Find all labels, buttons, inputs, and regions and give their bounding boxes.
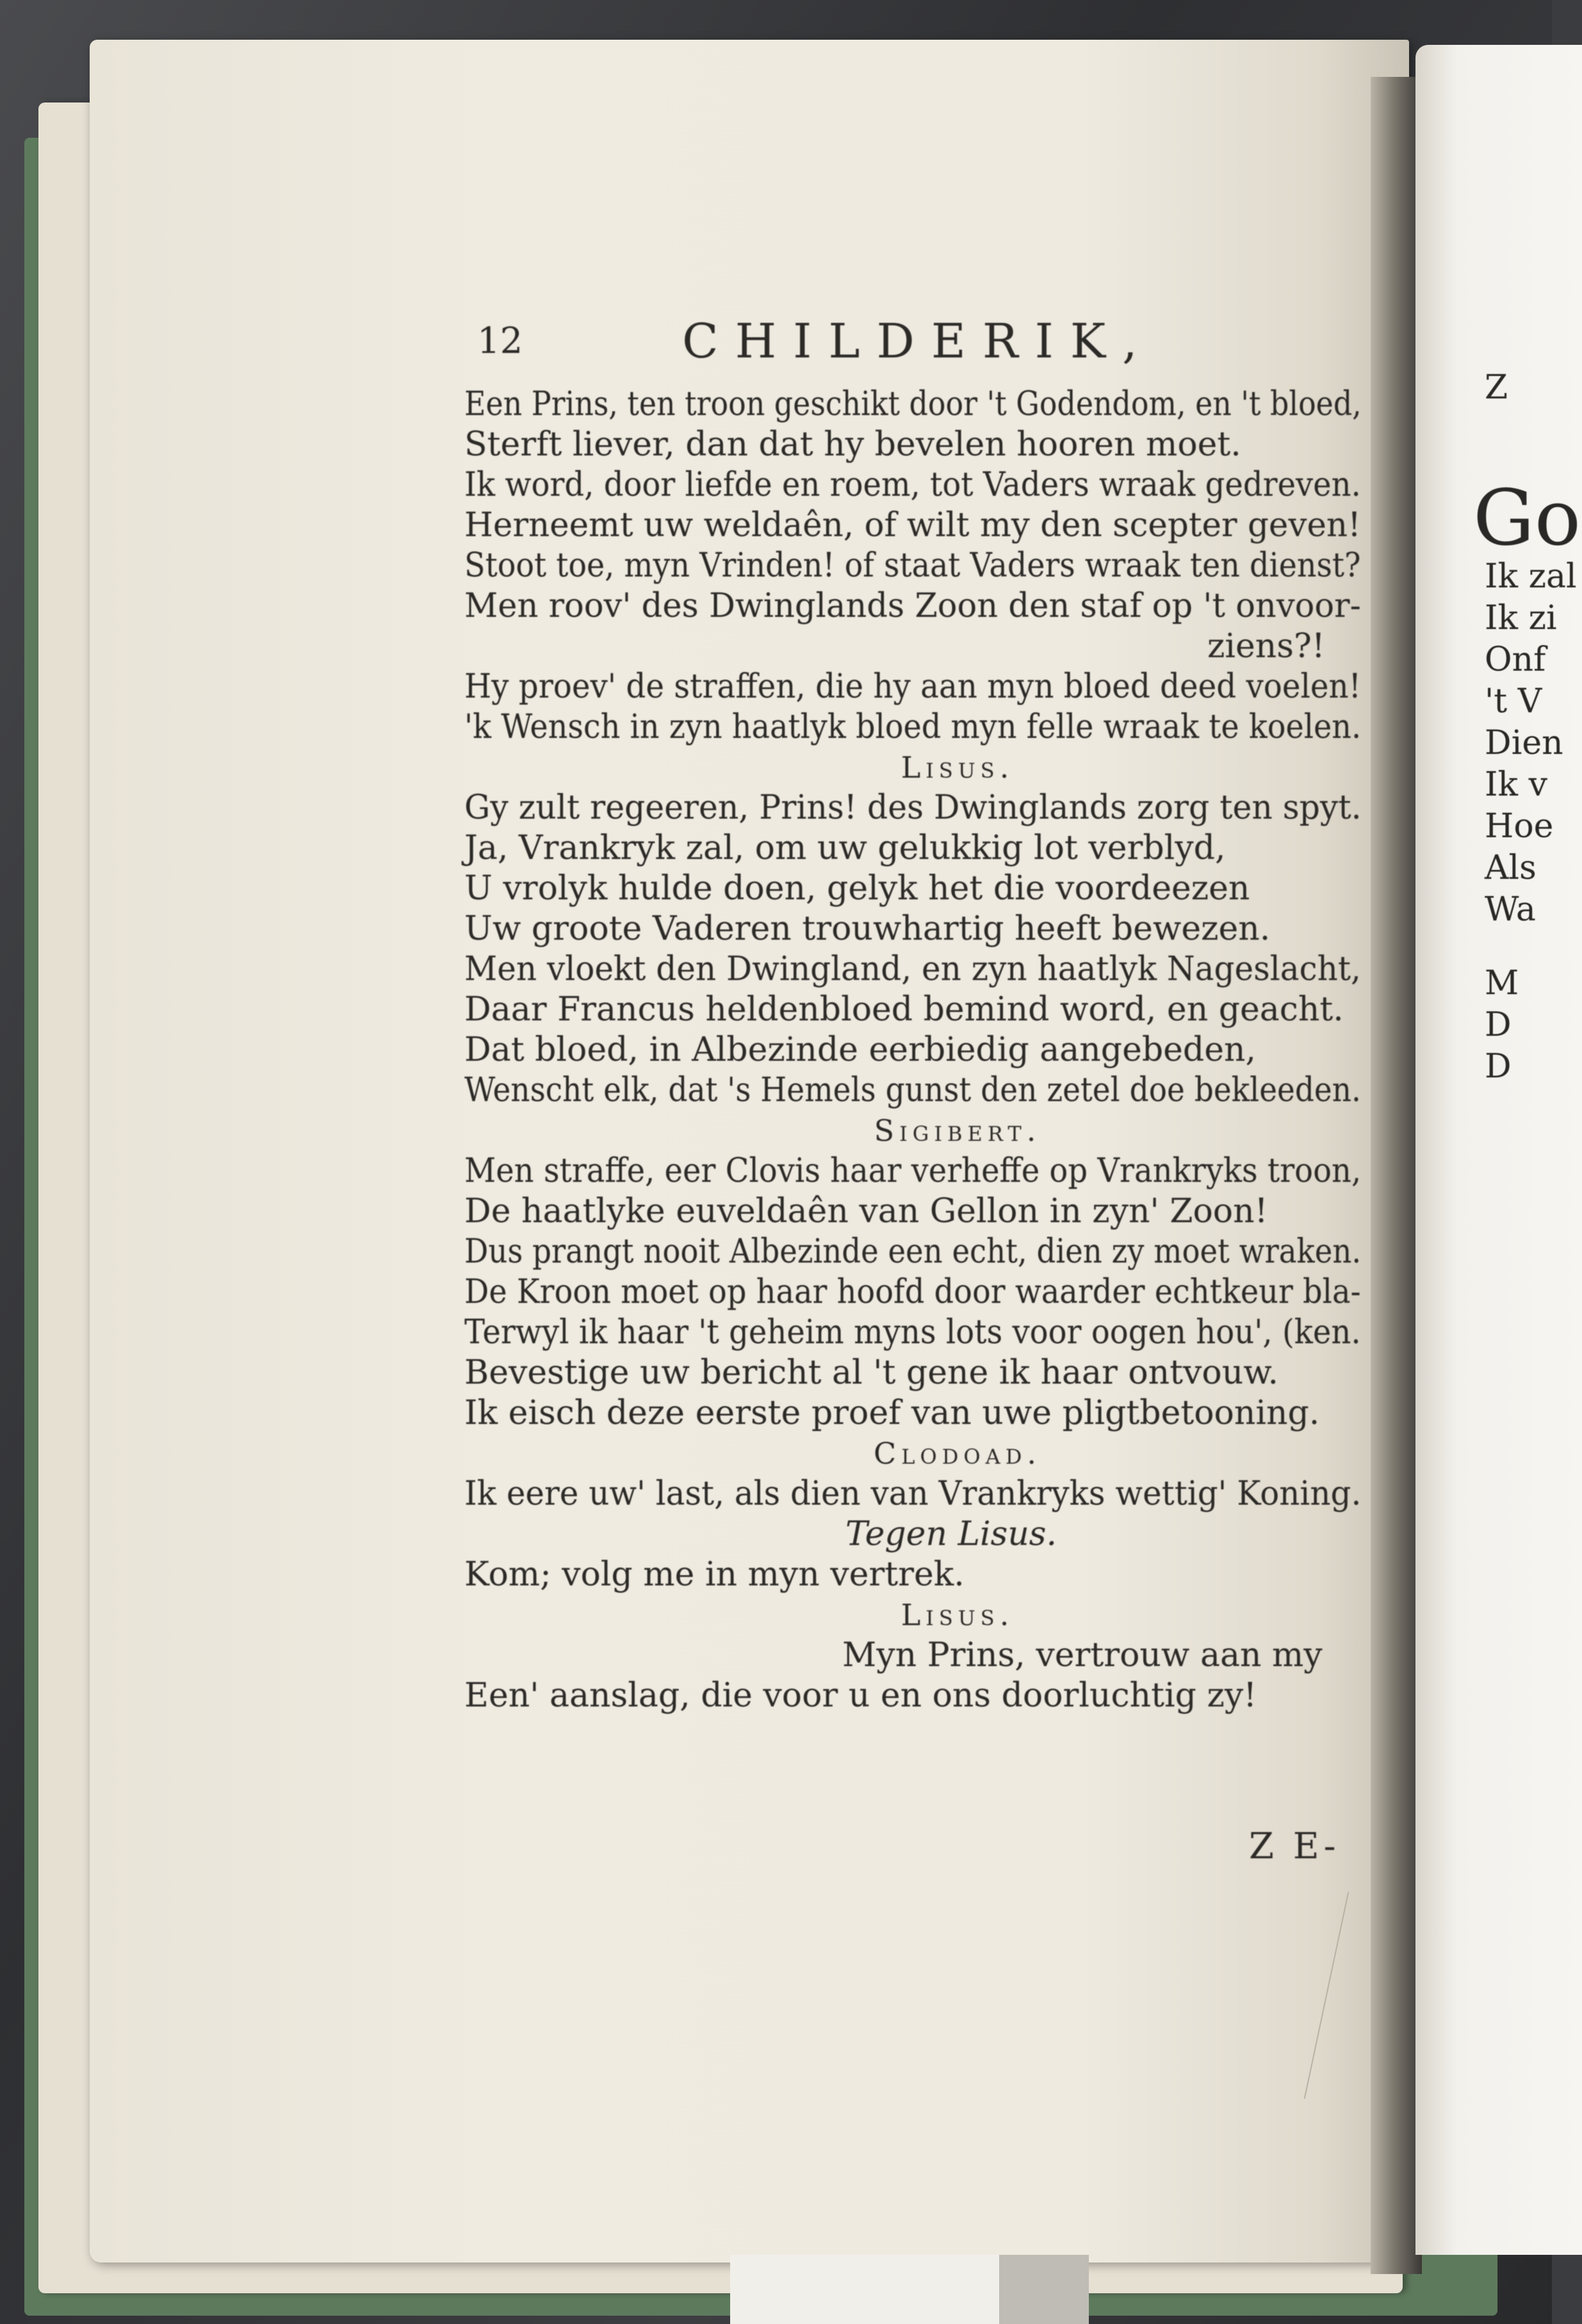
verse-line: De Kroon moet op haar hoofd door waarder echtkeur bla- (464, 1273, 1361, 1311)
facing-line: Onf (1485, 641, 1546, 679)
speaker-name: Sigibert. (874, 1113, 1041, 1148)
facing-line: D (1485, 1047, 1512, 1086)
verse-line: De haatlyke euveldaên van Gellon in zyn' Zoon! (464, 1192, 1268, 1231)
verse-line: Men roov' des Dwinglands Zoon den staf op 't onvoor- (464, 587, 1361, 625)
speaker-name: Clodoad. (874, 1436, 1041, 1471)
bottom-edge-patch (999, 2255, 1089, 2324)
verse-line: Terwyl ik haar 't geheim myns lots voor oogen hou', (ken. (464, 1313, 1361, 1352)
verse-turnover: ziens?! (1207, 627, 1325, 666)
verse-line: Men straffe, eer Clovis haar verheffe op Vrankryks troon, (464, 1152, 1362, 1190)
page-number: 12 (477, 320, 523, 362)
catchword: Z E- (1249, 1826, 1340, 1867)
verse-line: Herneemt uw weldaên, of wilt my den scepter geven! (464, 506, 1361, 544)
verse-line: Ik eisch deze eerste proef van uwe pligtbetooning. (464, 1394, 1320, 1432)
facing-line: Dien (1485, 724, 1563, 762)
facing-page-header: Z (1485, 368, 1508, 407)
facing-line: D (1485, 1006, 1512, 1044)
verse-line: Een Prins, ten troon geschikt door 't Godendom, en 't bloed, (464, 385, 1362, 423)
verse-line: Hy proev' de straffen, die hy aan myn bloed deed voelen! (464, 667, 1362, 706)
verse-line: Ik eere uw' last, als dien van Vrankryks wettig' Koning. (464, 1475, 1362, 1513)
verse-line: Men vloekt den Dwingland, en zyn haatlyk Nageslacht, (464, 950, 1361, 988)
verse-line: Daar Francus heldenbloed bemind word, en geacht. (464, 990, 1344, 1029)
facing-line: Hoe (1485, 807, 1554, 846)
facing-line: M (1485, 964, 1519, 1002)
facing-page-initial: Go (1473, 474, 1581, 563)
verse-line: Sterft liever, dan dat hy bevelen hooren moet. (464, 425, 1241, 464)
verse-line: Dat bloed, in Albezinde eerbiedig aangebeden, (464, 1031, 1256, 1069)
verse-line: 'k Wensch in zyn haatlyk bloed myn felle wraak te koelen. (464, 708, 1362, 746)
facing-line: Ik zal (1485, 557, 1577, 596)
facing-line: 't V (1485, 682, 1542, 721)
verse-line: U vrolyk hulde doen, gelyk het die voordeezen (464, 869, 1250, 908)
verse-line: Dus prangt nooit Albezinde een echt, dien zy moet wraken. (464, 1232, 1362, 1271)
verse-line: Myn Prins, vertrouw aan my (842, 1636, 1323, 1674)
verse-line: Gy zult regeeren, Prins! des Dwinglands zorg ten spyt. (464, 789, 1362, 827)
verse-line: Bevestige uw bericht al 't gene ik haar ontvouw. (464, 1354, 1279, 1392)
facing-line: Als (1485, 849, 1537, 887)
bottom-edge-patch (730, 2255, 999, 2324)
page-text (464, 314, 1361, 1716)
verse-line: Uw groote Vaderen trouwhartig heeft bewezen. (464, 910, 1271, 948)
verse-line: Stoot toe, myn Vrinden! of staat Vaders wraak ten dienst? (464, 546, 1361, 585)
facing-line: Wa (1485, 890, 1536, 929)
verse-line: Ik word, door liefde en roem, tot Vaders wraak gedreven. (464, 466, 1361, 504)
page-header (464, 314, 1361, 384)
speaker-name: Lisus. (901, 750, 1015, 785)
running-title: CHILDERIK, (682, 314, 1154, 369)
speaker-name: Lisus. (901, 1598, 1015, 1632)
facing-line: Ik v (1485, 765, 1547, 804)
stage-direction: Tegen Lisus. (845, 1515, 1057, 1553)
verse-line: Een' aanslag, die voor u en ons doorluchtig zy! (464, 1676, 1257, 1715)
verse-line: Wenscht elk, dat 's Hemels gunst den zetel doe bekleeden. (464, 1071, 1361, 1109)
facing-line: Ik zi (1485, 599, 1557, 637)
book-gutter (1371, 77, 1422, 2274)
verse-line: Ja, Vrankryk zal, om uw gelukkig lot verblyd, (464, 829, 1226, 867)
verse-line: Kom; volg me in myn vertrek. (464, 1555, 965, 1594)
